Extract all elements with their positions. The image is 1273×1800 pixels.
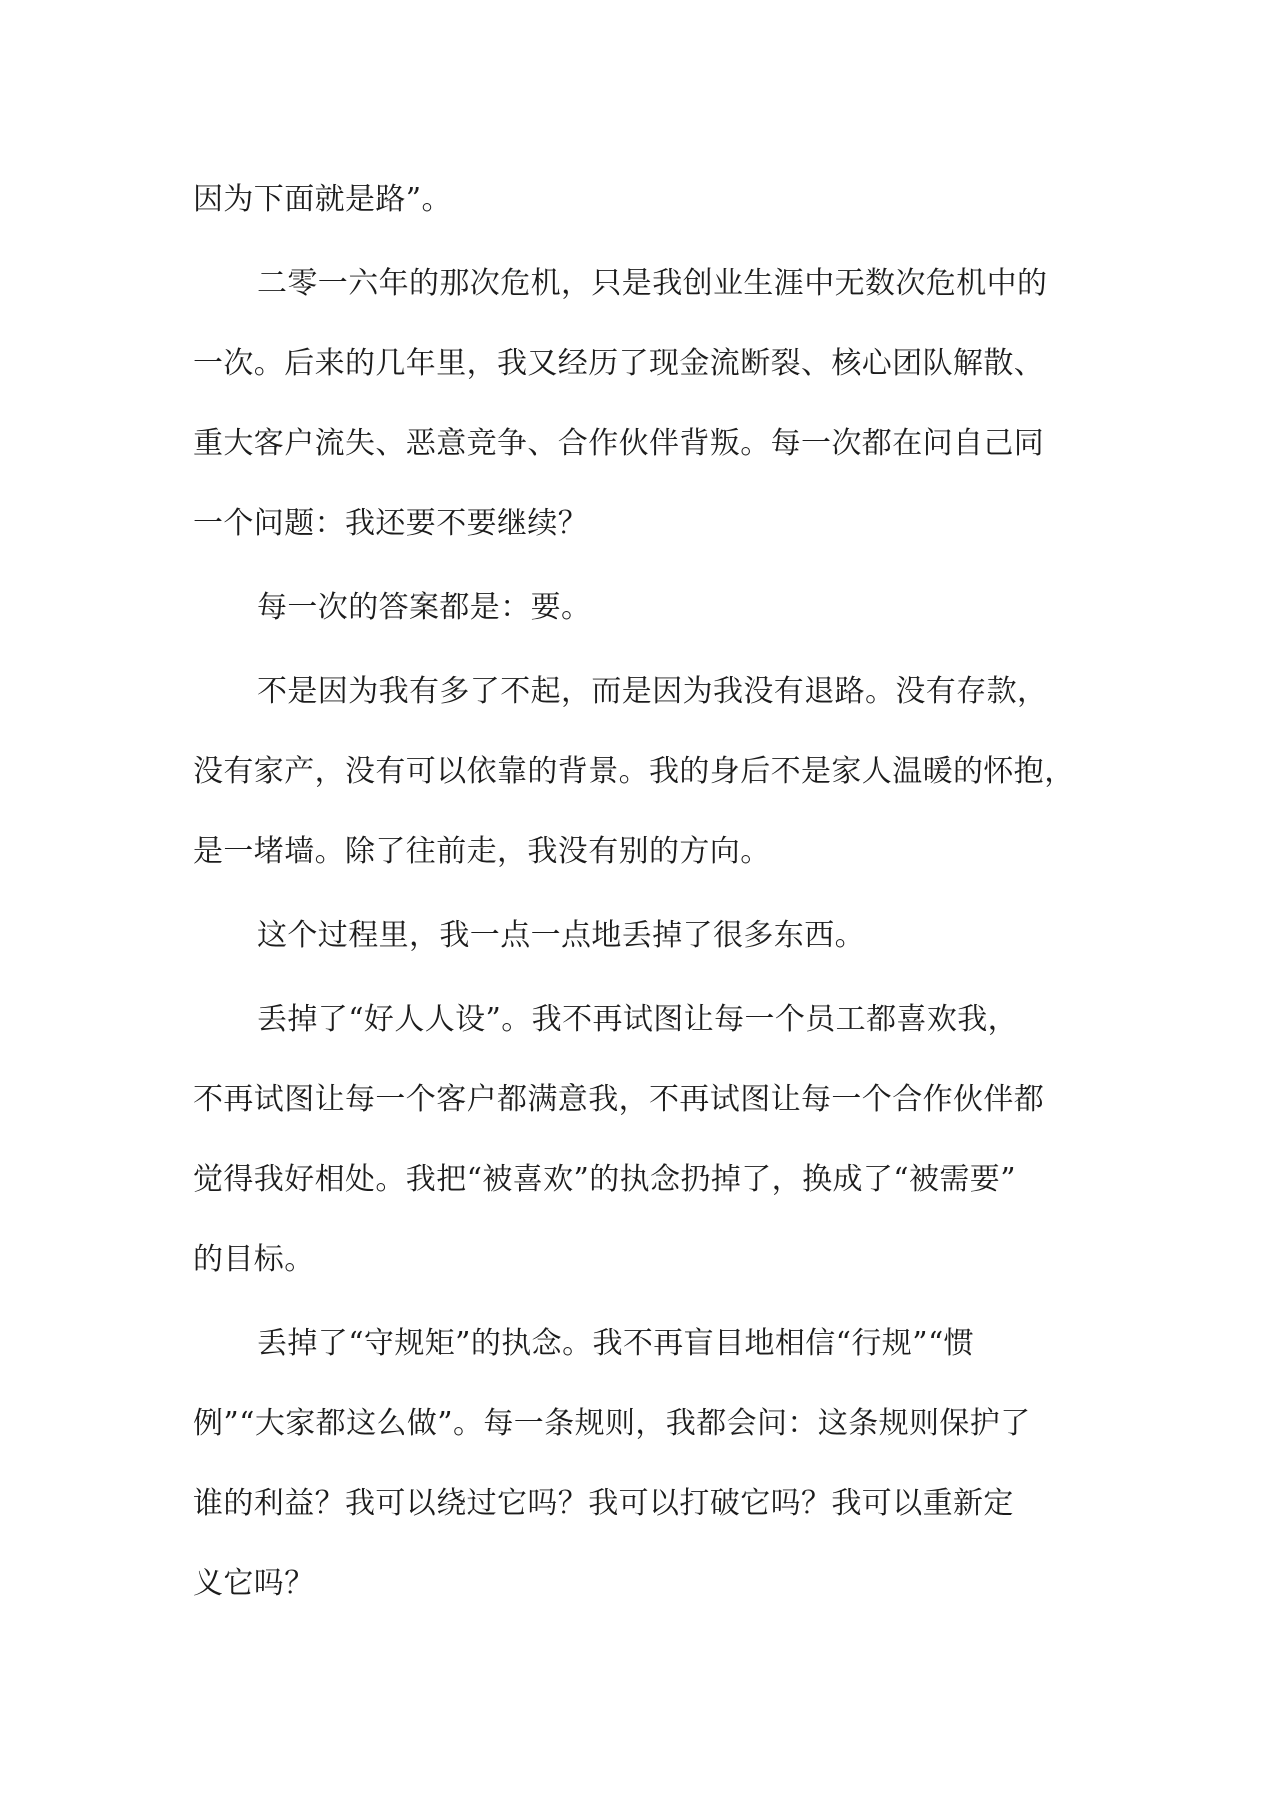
text-line: 义它吗？ <box>193 1566 315 1601</box>
text-line: 觉得我好相处。我把“被喜欢”的执念扔掉了，换成了“被需要” <box>193 1162 1016 1197</box>
text-line: 一次。后来的几年里，我又经历了现金流断裂、核心团队解散、 <box>193 346 1045 381</box>
text-line: 二零一六年的那次危机，只是我创业生涯中无数次危机中的 <box>257 266 1048 301</box>
text-line: 这个过程里，我一点一点地丢掉了很多东西。 <box>257 918 865 953</box>
text-line: 是一堵墙。除了往前走，我没有别的方向。 <box>193 834 771 869</box>
text-line: 例”“大家都这么做”。每一条规则，我都会问：这条规则保护了 <box>193 1406 1031 1441</box>
text-line: 重大客户流失、恶意竞争、合作伙伴背叛。每一次都在问自己同 <box>193 426 1045 461</box>
text-line: 一个问题：我还要不要继续？ <box>193 506 589 541</box>
text-line: 谁的利益？我可以绕过它吗？我可以打破它吗？我可以重新定 <box>193 1486 1014 1521</box>
text-line: 每一次的答案都是：要。 <box>257 590 592 625</box>
text-line: 没有家产，没有可以依靠的背景。我的身后不是家人温暖的怀抱， <box>193 754 1075 789</box>
text-line: 不是因为我有多了不起，而是因为我没有退路。没有存款， <box>257 674 1048 709</box>
text-line: 不再试图让每一个客户都满意我，不再试图让每一个合作伙伴都 <box>193 1082 1045 1117</box>
text-line: 丢掉了“守规矩”的执念。我不再盲目地相信“行规”“惯 <box>257 1326 975 1361</box>
text-line: 因为下面就是路”。 <box>193 182 452 217</box>
text-line: 的目标。 <box>193 1242 315 1277</box>
text-line: 丢掉了“好人人设”。我不再试图让每一个员工都喜欢我， <box>257 1002 1019 1037</box>
